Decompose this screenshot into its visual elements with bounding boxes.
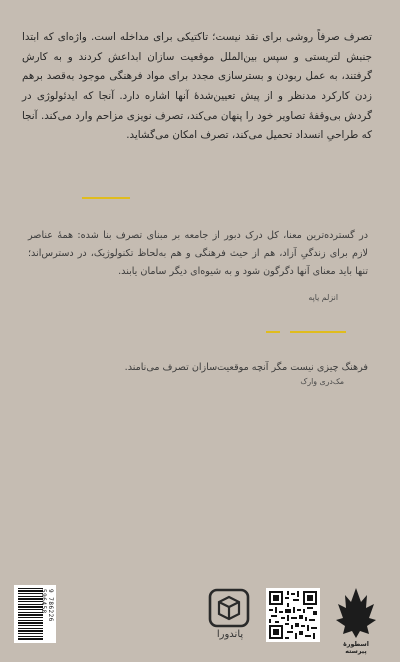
quote-paragraph-1: در گسترده‌ترین معنا، کل درک دبور از جامعه بر مبنای تصرف بنا شده: همهٔ عناصر لازم برای زندگیِ آزاد، هم از حیث فرهنگی و هم به‌لحاظ تکنولوژیک، در دسترس‌اند؛ تنها باید معنای آنها دگرگون شود و به شیوه‌ای دیگر سامان یابند.: [28, 229, 368, 277]
barcode-digits: 9 786226 596458: [40, 589, 54, 622]
publisher-logo-icon: [334, 586, 378, 642]
publisher-name: پاندورا: [216, 629, 244, 640]
qr-code: [266, 588, 320, 642]
quote-paragraph-2: فرهنگ چیزی نیست مگر آنچه موقعیت‌سازان تصرف می‌نامند.: [124, 362, 368, 373]
accent-divider-short: [266, 331, 280, 333]
accent-divider-top: [82, 197, 130, 199]
quote-author-1: انزلم یاپه: [308, 293, 338, 302]
isbn-barcode: [14, 585, 56, 643]
main-paragraph: تصرف صرفاً روشی برای نقد نیست؛ تاکتیکی برای مداخله است. واژه‌ای که ابتدا جنبش لتریستی و سپس بین‌الملل موقعیت سازان ابداعش کردند و به کارش گرفتند، به عمل ربودن و بسترسازی مجدد برای مواد فرهنگی موجود به‌قصد برهم زدن کارکرد مدنظر و از پیش تعیین‌شدهٔ آنها اشاره دارد. آنجا که ایدئولوژی در گردش بی‌وقفهٔ تصاویر خود را پنهان می‌کند، تصرف نویزی مزاحم وارد می‌کند. آنجا که طراحیِ انسداد تحمیل می‌کند، تصرف امکان می‌گشاید.: [22, 31, 372, 142]
publisher-logo-text: اسطورهٔ پیرسته: [343, 641, 369, 655]
quote-author-2: مک‌دری وارک: [300, 377, 344, 386]
accent-divider-long: [290, 331, 346, 333]
